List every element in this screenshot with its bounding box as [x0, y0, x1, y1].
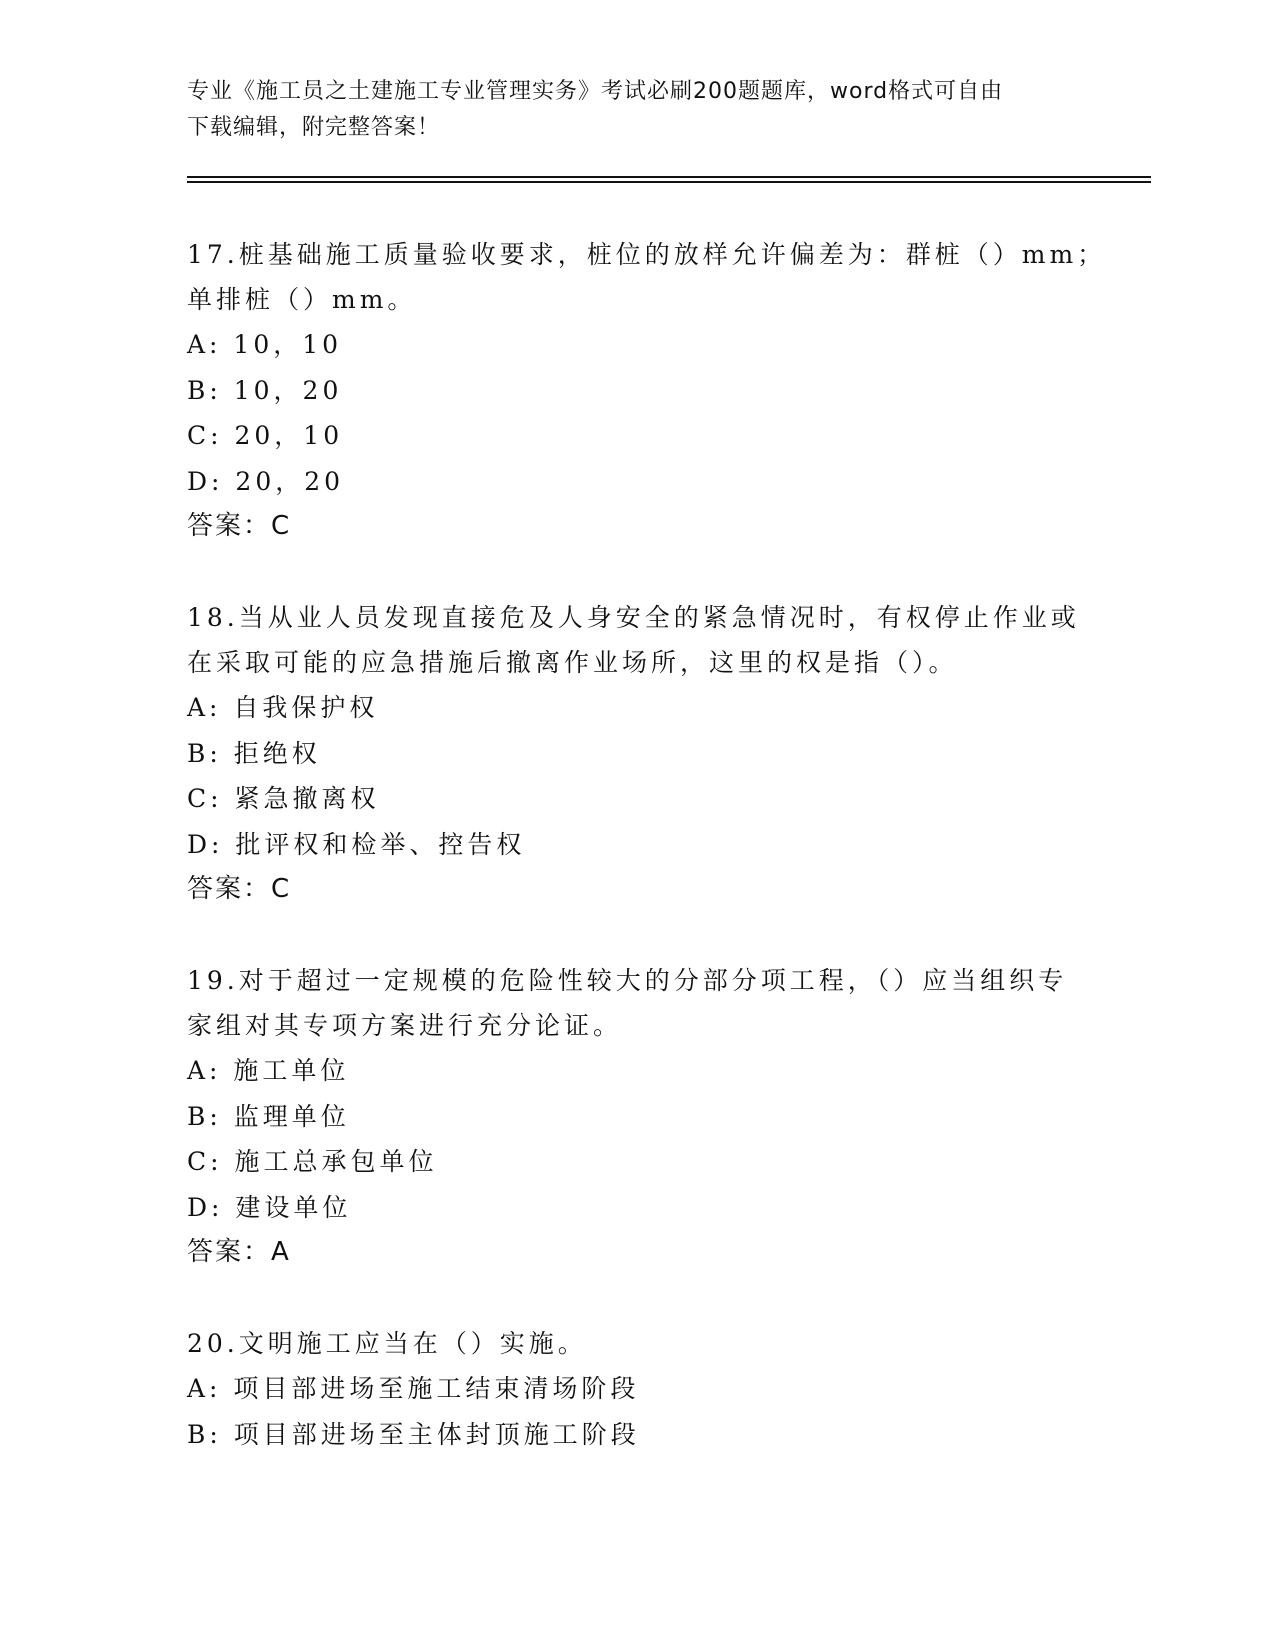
option-b: B: 拒绝权 [187, 738, 321, 768]
question-text-line: 20.文明施工应当在（）实施。 [187, 1329, 587, 1358]
answer: 答案：C [187, 511, 292, 541]
question-text-line: 在采取可能的应急措施后撤离作业场所，这里的权是指（）。 [187, 648, 958, 677]
header-line-2: 下载编辑，附完整答案！ [187, 115, 441, 140]
option-a: A: 施工单位 [187, 1056, 350, 1085]
answer: 答案：A [187, 1237, 291, 1267]
question-20 [187, 1321, 1087, 1457]
document-header [187, 74, 1067, 146]
option-b: B: 10，20 [187, 375, 343, 405]
header-divider-top [187, 176, 1151, 178]
option-a: A: 项目部进场至施工结束清场阶段 [187, 1374, 640, 1403]
option-b: B: 监理单位 [187, 1101, 350, 1131]
option-b: B: 项目部进场至主体封顶施工阶段 [187, 1419, 640, 1449]
option-d: D: 20，20 [187, 466, 345, 496]
option-c: C: 20，10 [187, 421, 344, 450]
option-c: C: 施工总承包单位 [187, 1147, 438, 1176]
option-a: A: 自我保护权 [187, 693, 379, 722]
option-c: C: 紧急撤离权 [187, 784, 380, 813]
option-a: A: 10，10 [187, 330, 343, 359]
option-d: D: 批评权和检举、控告权 [187, 829, 526, 859]
question-text-line: 单排桩（）mm。 [187, 285, 417, 314]
question-17 [187, 232, 1107, 549]
question-text-line: 家组对其专项方案进行充分论证。 [187, 1011, 623, 1040]
question-18 [187, 595, 1087, 912]
question-19 [187, 958, 1087, 1275]
question-text-line: 17.桩基础施工质量验收要求，桩位的放样允许偏差为：群桩（）mm； [187, 240, 1107, 269]
question-text-line: 18.当从业人员发现直接危及人身安全的紧急情况时，有权停止作业或 [187, 603, 1080, 632]
question-text-line: 19.对于超过一定规模的危险性较大的分部分项工程，（）应当组织专 [187, 966, 1068, 995]
header-line-1: 专业《施工员之土建施工专业管理实务》考试必刷200题题库，word格式可自由 [187, 79, 1004, 104]
question-list [187, 232, 1107, 1503]
option-d: D: 建设单位 [187, 1192, 352, 1222]
header-divider-bottom [187, 181, 1151, 183]
answer: 答案：C [187, 874, 292, 904]
